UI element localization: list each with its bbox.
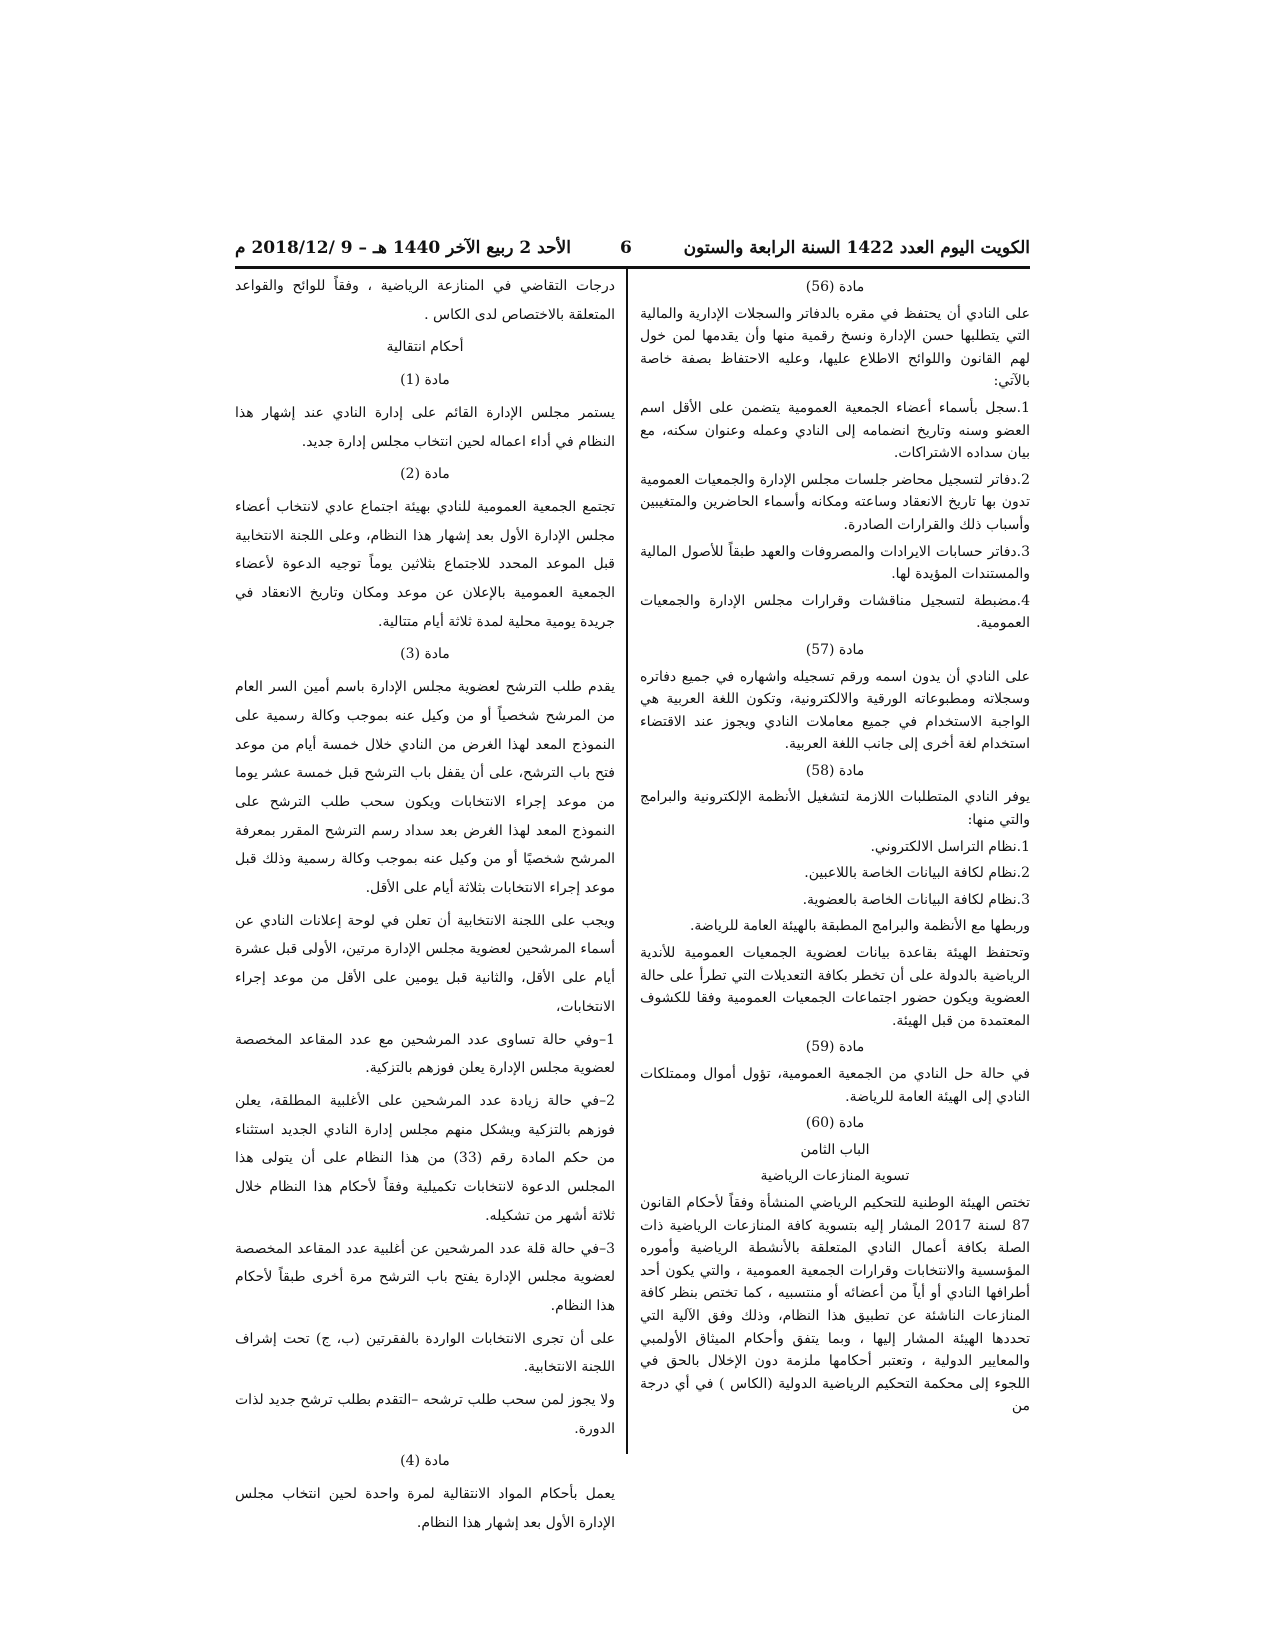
- article-56-item-1: 1.سجل بأسماء أعضاء الجمعية العمومية يتضمن على الأقل اسم العضو وسنه وتاريخ انضمامه إلى النادي وعمله وعنوان سكنه، مع بيان سداده الاشتراكات.: [640, 399, 1030, 462]
- article-60-text: تختص الهيئة الوطنية للتحكيم الرياضي المنشأة وفقاً لأحكام القانون 87 لسنة 2017 المشار إليه بتسوية كافة المنازعات الرياضية ذات الصلة بكافة أعمال النادي المتعلقة بالأنشطة الرياضية وأموره المؤسسية والانتخابات وقرارات الجمعية العمومية ، والتي يكون أحد أطرافها النادي أو أياً من أعضائه أو منتسبيه ، كما تختص بنظر كافة المنازعات الناشئة عن تطبيق هذا النظام، وذلك وفق الآلية التي تحددها الهيئة المشار إليها ، وبما يتفق وأحكام الميثاق الأولمبي والمعايير الدولية ، وتعتبر أحكامها ملزمة دون الإخلال بالحق في اللجوء إلى محكمة التحكيم الرياضية الدولية (الكاس ) في أي درجة من: [640, 1194, 1030, 1415]
- article-58-intro: يوفر النادي المتطلبات اللازمة لتشغيل الأنظمة الإلكترونية والبرامج والتي منها:: [640, 789, 1030, 829]
- page-header: [235, 238, 1030, 264]
- header-issue-info: الكويت اليوم العدد 1422 السنة الرابعة والستون: [683, 238, 1030, 258]
- article-58-item-1: 1.نظام التراسل الالكتروني.: [870, 838, 1030, 855]
- article-56-title: مادة (56): [805, 279, 865, 295]
- right-column: [640, 272, 1030, 1422]
- transitional-article-3-para-2: ويجب على اللجنة الانتخابية أن تعلن في لوحة إعلانات النادي عن أسماء المرشحين لعضوية مجلس الإدارة مرتين، الأولى قبل عشرة أيام على الأقل، والثانية قبل يومين على الأقل من موعد إجراء الانتخابات،: [235, 912, 615, 1015]
- transitional-article-3-para-1: يقدم طلب الترشح لعضوية مجلس الإدارة باسم أمين السر العام من المرشح شخصياً أو من وكيل عنه بموجب وكالة رسمية على النموذج المعد لهذا الغرض من النادي خلال خمسة أيام من موعد فتح باب الترشح، على أن يقفل باب الترشح قبل خمسة عشر يوما من موعد إجراء الانتخابات ويكون سحب طلب الترشح على النموذج المعد لهذا الغرض بعد سداد رسم الترشح المقرر بمعرفة المرشح شخصيًا أو من وكيل عنه بموجب وكالة رسمية وذلك قبل موعد إجراء الانتخابات بثلاثة أيام على الأقل.: [235, 679, 615, 897]
- article-57-text: على النادي أن يدون اسمه ورقم تسجيله واشهاره في جميع دفاتره وسجلاته ومطبوعاته الورقية والالكترونية، وتكون اللغة العربية هي الواجبة الاستخدام في جميع معاملات النادي ويجوز عند الاقتضاء استخدام لغة أخرى إلى جانب اللغة العربية.: [640, 668, 1030, 753]
- article-58-title: مادة (58): [805, 762, 865, 779]
- transitional-article-3-para-6: على أن تجرى الانتخابات الواردة بالفقرتين (ب، ج) تحت إشراف اللجنة الانتخابية.: [235, 1330, 615, 1376]
- header-date: الأحد 2 ربيع الآخر 1440 هـ – 9 /2018/12 م: [235, 238, 571, 258]
- article-58-item-3: 3.نظام لكافة البيانات الخاصة بالعضوية.: [802, 891, 1030, 908]
- header-rule: [235, 266, 1030, 269]
- transitional-article-2-title: مادة (2): [400, 466, 450, 483]
- page-number: 6: [620, 238, 632, 258]
- left-column: [235, 272, 615, 1542]
- transitional-article-3-title: مادة (3): [400, 646, 450, 663]
- article-57-title: مادة (57): [805, 641, 865, 658]
- article-60-title: مادة (60): [805, 1115, 865, 1132]
- article-58-para-1: وربطها مع الأنظمة والبرامج المطبقة بالهيئة العامة للرياضة.: [689, 918, 1030, 935]
- transitional-article-3-para-5: 3–في حالة قلة عدد المرشحين عن أغلبية عدد المقاعد المخصصة لعضوية مجلس الإدارة يفتح باب الترشح مرة أخرى طبقاً لأحكام هذا النظام.: [235, 1240, 615, 1314]
- transitional-article-1-title: مادة (1): [400, 372, 450, 389]
- article-58-para-2: وتحتفظ الهيئة بقاعدة بيانات لعضوية الجمعيات العمومية للأندية الرياضية بالدولة على أن تخطر بكافة التعديلات التي تطرأ على حالة العضوية ويكون حضور اجتماعات الجمعيات العمومية وفقا للكشوف المعتمدة من قبل الهيئة.: [640, 945, 1030, 1029]
- transitional-article-2-text: تجتمع الجمعية العمومية للنادي بهيئة اجتماع عادي لانتخاب أعضاء مجلس الإدارة الأول بعد إشهار هذا النظام، وعلى اللجنة الانتخابية قبل الموعد المحدد للاجتماع بثلاثين يوماً توجيه الدعوة لأعضاء الجمعية العمومية بالإعلان عن موعد ومكان وتاريخ الانعقاد في جريدة يومية محلية لمدة ثلاثة أيام متتالية.: [235, 498, 615, 630]
- article-58-item-2: 2.نظام لكافة البيانات الخاصة باللاعبين.: [804, 865, 1030, 882]
- article-56-item-2: 2.دفاتر لتسجيل محاضر جلسات مجلس الإدارة والجمعيات العمومية تدون بها تاريخ الانعقاد وساعته ومكانه وأسماء الحاضرين والمتغيبين وأسباب ذلك والقرارات الصادرة.: [640, 471, 1030, 533]
- transitional-provisions-title: أحكام انتقالية: [386, 339, 464, 356]
- column-divider: [626, 269, 628, 1454]
- continued-text: درجات التقاضي في المنازعة الرياضية ، وفقاً للوائح والقواعد المتعلقة بالاختصاص لدى الكاس .: [235, 278, 615, 323]
- article-59-text: في حالة حل النادي من الجمعية العمومية، تؤول أموال وممتلكات النادي إلى الهيئة العامة للرياضة.: [640, 1066, 1030, 1105]
- transitional-article-1-text: يستمر مجلس الإدارة القائم على إدارة النادي عند إشهار هذا النظام في أداء اعماله لحين انتخاب مجلس إدارة جديد.: [235, 404, 615, 450]
- article-59-title: مادة (59): [805, 1039, 865, 1056]
- transitional-article-3-para-3: 1–وفي حالة تساوى عدد المرشحين مع عدد المقاعد المخصصة لعضوية مجلس الإدارة يعلن فوزهم بالتزكية.: [235, 1031, 615, 1077]
- article-56-item-4: 4.مضبطة لتسجيل مناقشات وقرارات مجلس الإدارة والجمعيات العمومية.: [640, 592, 1030, 632]
- article-56-intro: على النادي أن يحتفظ في مقره بالدفاتر والسجلات الإدارية والمالية التي يتطلبها حسن الإدارة ونسخ رقمية منها وأن يقدمها لمن خول لهم القانون واللوائح الاطلاع عليها، وعليه الاحتفاظ بصفة خاصة بالآتي:: [640, 305, 1030, 390]
- transitional-article-3-para-4: 2–في حالة زيادة عدد المرشحين على الأغلبية المطلقة، يعلن فوزهم بالتزكية ويشكل منهم مجلس إدارة النادي الجديد استثناء من حكم المادة رقم (33) من هذا النظام على أن يتولى هذا المجلس الدعوة لانتخابات تكميلية وفقاً لأحكام هذا النظام خلال ثلاثة أشهر من تشكيله.: [235, 1092, 615, 1224]
- transitional-article-4-text: يعمل بأحكام المواد الانتقالية لمرة واحدة لحين انتخاب مجلس الإدارة الأول بعد إشهار هذا النظام.: [235, 1486, 615, 1531]
- transitional-article-3-para-7: ولا يجوز لمن سحب طلب ترشحه –التقدم بطلب ترشح جديد لذات الدورة.: [235, 1392, 615, 1437]
- chapter-subheading: تسوية المنازعات الرياضية: [760, 1168, 910, 1185]
- article-56-item-3: 3.دفاتر حسابات الايرادات والمصروفات والعهد طبقاً للأصول المالية والمستندات المؤيدة لها.: [640, 543, 1030, 583]
- transitional-article-4-title: مادة (4): [400, 1453, 450, 1470]
- chapter-heading: الباب الثامن: [800, 1141, 870, 1158]
